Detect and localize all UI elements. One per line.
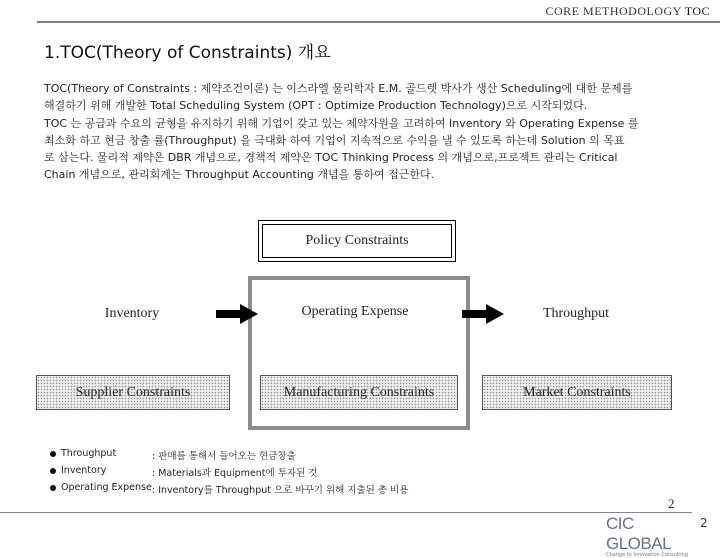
paragraph-line: 해결하기 위해 개발한 Total Scheduling System (OPT : Optimize Production Technology)으로 시작되었다. [44,99,588,113]
header-category: CORE METHODOLOGY [545,4,682,18]
logo-subtext: Change to Innovation Consulting [606,552,688,558]
manufacturing-constraints-box [260,375,458,410]
inventory-label: Inventory [104,306,160,321]
header-label [546,4,710,19]
manufacturing-constraints-label: Manufacturing Constraints [283,384,435,400]
paragraph-line: TOC(Theory of Constraints : 제약조건이론) 는 이스라엘 물리학자 E.M. 골드렛 박사가 생산 Scheduling에 대한 문제를 [44,82,633,95]
market-constraints-box [482,375,672,410]
legend-term: Throughput [61,448,117,459]
slide-title: 1.TOC(Theory of Constraints) 개요 [44,43,331,63]
page-number-right: 2 [700,516,708,530]
policy-constraints-box [258,220,456,262]
arrow-right-icon [216,304,260,324]
bullet-icon [50,451,56,457]
paragraph-line: 로 삼는다. 물리적 제약은 DBR 개념으로, 경책적 제약은 TOC Thinking Process 의 개념으로,프로젝트 관리는 Critical [44,151,618,165]
bullet-icon [50,468,56,474]
header-tag: TOC [684,4,710,18]
legend-desc: : 판매를 통해서 들어오는 현금창출 [152,451,296,462]
throughput-label: Throughput [542,306,610,321]
footer-divider [0,512,692,513]
legend-term: Operating Expense [61,482,152,493]
legend-term: Inventory [61,465,107,476]
supplier-constraints-box [36,375,230,410]
paragraph-line: Chain 개념으로, 관리회계는 Throughput Accounting 개념을 통하여 접근한다. [44,168,435,182]
policy-constraints-label: Policy Constraints [305,233,409,248]
header-divider [37,21,720,23]
page-number: 2 [668,496,675,511]
arrow-right-icon [462,304,506,324]
market-constraints-label: Market Constraints [523,384,631,400]
legend-desc: : Materials과 Equipment에 투자된 것 [152,468,318,479]
company-logo [606,514,692,558]
supplier-constraints-label: Supplier Constraints [75,384,191,400]
paragraph-line: 최소화 하고 현금 창출 률(Throughput) 을 극대화 하여 기업이 지속적으로 수익을 낼 수 있도록 하는데 Solution 의 목표 [44,133,625,147]
intro-paragraph [44,80,684,184]
operating-expense-label: Operating Expense [301,304,409,319]
paragraph-line: TOC 는 공급과 수요의 균형을 유지하기 위해 기업이 갖고 있는 제약자원을 고려하여 Inventory 와 Operating Expense 를 [44,116,639,130]
legend-desc: : Inventory를 Throughput 으로 바꾸기 위해 지출된 총 비용 [152,485,409,496]
logo-text: CIC GLOBAL [606,514,672,553]
bullet-icon [50,485,56,491]
